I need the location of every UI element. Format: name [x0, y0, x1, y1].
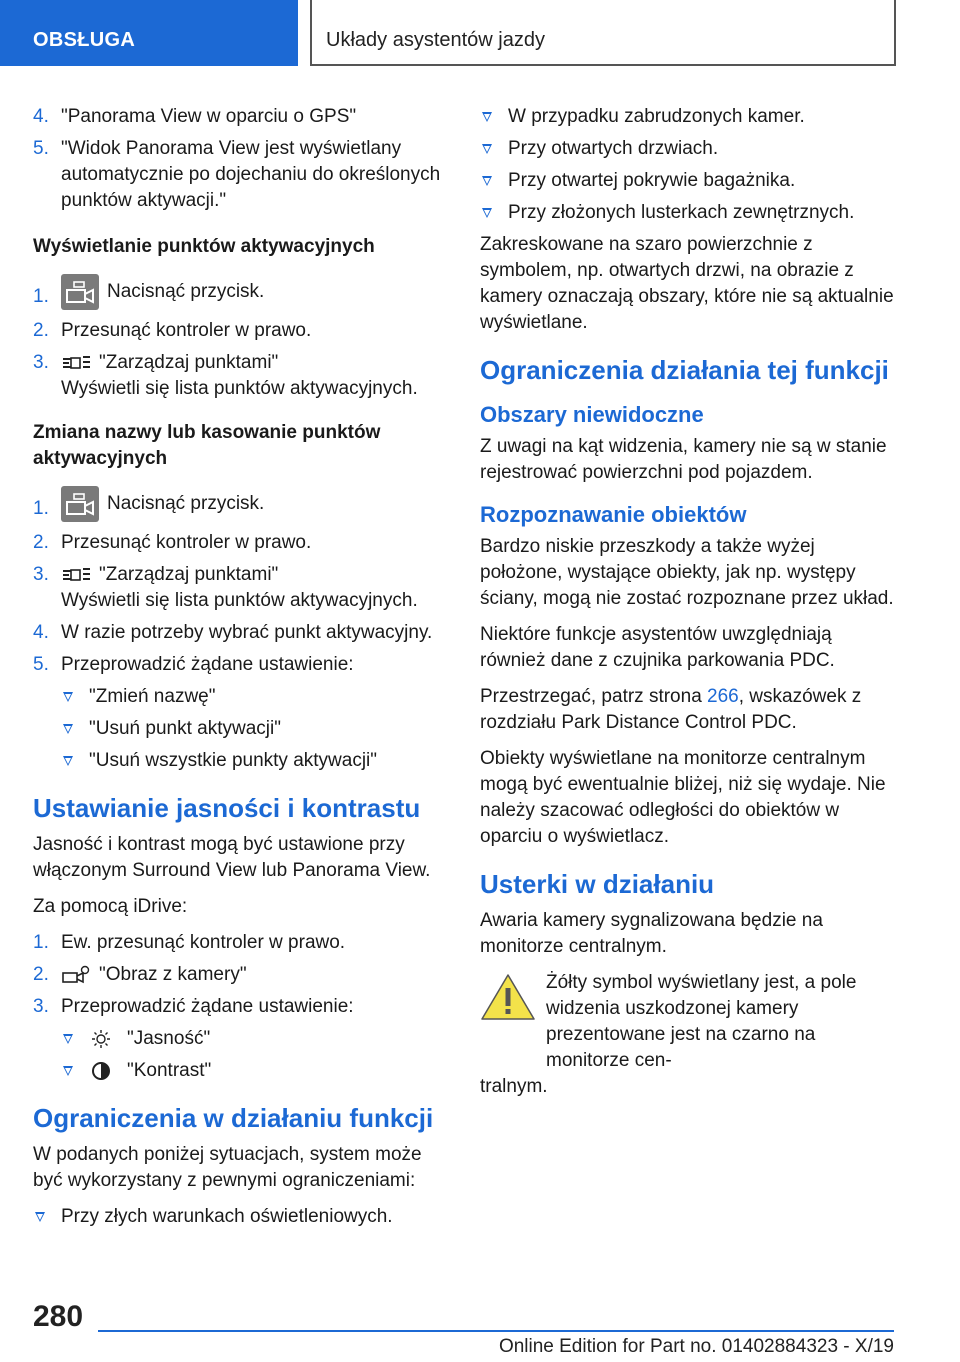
footer-edition: Online Edition for Part no. 01402884323 - X/19 — [498, 1336, 894, 1357]
list-subtext: Wyświetli się lista punktów aktywacyjnych. — [61, 378, 418, 399]
bullet-triangle-icon — [63, 692, 73, 702]
list-text: "Obraz z kamery" — [99, 964, 247, 985]
footer-divider — [98, 1330, 894, 1332]
heading-invisible-areas: Obszary niewidoczne — [480, 402, 704, 427]
option-text: "Jasność" — [127, 1028, 211, 1049]
heading-limits: Ograniczenia w działaniu funkcji — [33, 1103, 434, 1133]
list-item — [33, 652, 453, 678]
list-number: 5. — [33, 138, 49, 159]
list-item — [33, 274, 453, 310]
camera-button-icon — [61, 486, 99, 522]
list-number: 4. — [33, 106, 49, 127]
list-item — [33, 930, 453, 956]
heading-faults: Usterki w działaniu — [480, 869, 715, 899]
paragraph: Bardzo niskie przeszkody a także wyżej położone, wystające obiekty, jak np. występy ściany, mogą nie zostać rozpoznane przez układ. — [480, 536, 894, 609]
heading-brightness: Ustawianie jasności i kontrastu — [33, 793, 421, 823]
bullet-triangle-icon — [482, 176, 492, 186]
subheading-display-points: Wyświetlanie punktów aktywacyjnych — [33, 236, 375, 257]
contrast-icon — [89, 1061, 119, 1081]
paragraph — [480, 684, 900, 736]
bullet-triangle-icon — [35, 1212, 45, 1222]
paragraph: Awaria kamery sygnalizowana będzie na monitorze centralnym. — [480, 910, 823, 957]
list-number: 2. — [33, 964, 49, 985]
bullet-triangle-icon — [63, 756, 73, 766]
warning-triangle-icon — [480, 972, 536, 1022]
chapter-title: Układy asystentów jazdy — [310, 0, 896, 66]
bullet-item — [480, 136, 900, 162]
paragraph: Zakreskowane na szaro powierzchnie z symbolem, np. otwartych drzwi, na obrazie z kamery oznaczają obszary, które nie są aktualnie wyświetlane. — [480, 234, 894, 333]
list-item — [33, 620, 453, 646]
paragraph: Niektóre funkcje asystentów uwzględniają również dane z czujnika parkowania PDC. — [480, 624, 835, 671]
list-subtext: Wyświetli się lista punktów aktywacyjnych. — [61, 590, 418, 611]
list-number: 1. — [33, 498, 49, 519]
list-text: W razie potrzeby wybrać punkt aktywacyjny. — [61, 622, 433, 643]
list-number: 3. — [33, 996, 49, 1017]
list-text: Przeprowadzić żądane ustawienie: — [61, 996, 354, 1017]
list-number: 5. — [33, 654, 49, 675]
bullet-item — [480, 200, 900, 226]
paragraph-text: Przestrzegać, patrz strona — [480, 686, 708, 707]
list-item — [33, 136, 453, 214]
page-number: 280 — [33, 1300, 84, 1333]
page-header — [0, 0, 960, 66]
option-text: "Usuń punkt aktywacji" — [89, 718, 281, 739]
list-item — [33, 486, 453, 522]
option-item — [61, 1058, 453, 1084]
camera-settings-icon — [61, 965, 91, 985]
bullet-item — [33, 1204, 453, 1230]
paragraph: Z uwagi na kąt widzenia, kamery nie są w stanie rejestrować powierzchni pod pojazdem. — [480, 436, 887, 483]
section-tab: OBSŁUGA — [0, 0, 298, 66]
list-number: 3. — [33, 564, 49, 585]
option-text: "Zmień nazwę" — [89, 686, 216, 707]
subheading-rename-points: Zmiana nazwy lub kasowanie punktów aktywacyjnych — [33, 422, 381, 469]
list-number: 4. — [33, 622, 49, 643]
list-text: "Panorama View w oparciu o GPS" — [61, 106, 357, 127]
camera-button-icon — [61, 274, 99, 310]
bullet-item — [480, 104, 900, 130]
option-item — [61, 1026, 453, 1052]
heading-object-detection: Rozpoznawanie obiektów — [480, 502, 747, 527]
list-text: "Widok Panorama View jest wyświetlany automatycznie po dojechaniu do określonych punktów aktywacji." — [61, 138, 441, 211]
bullet-triangle-icon — [482, 112, 492, 122]
paragraph: Obiekty wyświetlane na monitorze centralnym mogą być ewentualnie bliżej, niż się wydaje. Nie należy szacować odległości do obiektów w oparciu o wyświetlacz. — [480, 748, 886, 847]
page-reference-link[interactable]: 266 — [707, 686, 739, 707]
option-item — [61, 716, 453, 742]
right-column — [480, 104, 900, 1100]
list-item — [33, 318, 453, 344]
list-text: Nacisnąć przycisk. — [107, 493, 265, 515]
paragraph: Za pomocą iDrive: — [33, 896, 188, 917]
bullet-triangle-icon — [482, 144, 492, 154]
list-item — [33, 530, 453, 556]
list-text: "Zarządzaj punktami" — [99, 352, 279, 373]
warning-text-tail: tralnym. — [480, 1076, 548, 1097]
list-item — [33, 962, 453, 988]
list-number: 2. — [33, 320, 49, 341]
list-item — [33, 994, 453, 1020]
option-text: "Kontrast" — [127, 1060, 212, 1081]
list-text: Ew. przesunąć kontroler w prawo. — [61, 932, 346, 953]
list-number: 1. — [33, 286, 49, 307]
paragraph-text: , wskazówek z rozdziału Park Distance Control PDC. — [480, 686, 862, 733]
list-text: Nacisnąć przycisk. — [107, 281, 265, 303]
list-text: "Zarządzaj punktami" — [99, 564, 279, 585]
list-item — [33, 104, 453, 130]
list-text: Przesunąć kontroler w prawo. — [61, 532, 312, 553]
warning-text: Żółty symbol wyświetlany jest, a pole widzenia uszkodzonej kamery prezentowane jest na czarno na monitorze cen- — [546, 972, 857, 1071]
list-text: Przesunąć kontroler w prawo. — [61, 320, 312, 341]
list-number: 3. — [33, 352, 49, 373]
bullet-item — [480, 168, 900, 194]
bullet-text: Przy złych warunkach oświetleniowych. — [61, 1206, 393, 1227]
paragraph: W podanych poniżej sytuacjach, system może być wykorzystany z pewnymi ograniczeniami: — [33, 1144, 422, 1191]
list-item — [33, 350, 453, 402]
left-column — [33, 104, 453, 1236]
brightness-icon — [89, 1029, 119, 1049]
bullet-text: Przy złożonych lusterkach zewnętrznych. — [508, 202, 855, 223]
bullet-text: W przypadku zabrudzonych kamer. — [508, 106, 805, 127]
bullet-triangle-icon — [63, 1066, 73, 1076]
manage-points-icon — [61, 353, 91, 373]
bullet-triangle-icon — [63, 1034, 73, 1044]
list-number: 2. — [33, 532, 49, 553]
option-text: "Usuń wszystkie punkty aktywacji" — [89, 750, 378, 771]
option-item — [61, 748, 453, 774]
list-text: Przeprowadzić żądane ustawienie: — [61, 654, 354, 675]
list-item — [33, 562, 453, 614]
paragraph: Jasność i kontrast mogą być ustawione przy włączonym Surround View lub Panorama View. — [33, 834, 431, 881]
option-item — [61, 684, 453, 710]
bullet-text: Przy otwartej pokrywie bagażnika. — [508, 170, 796, 191]
bullet-triangle-icon — [63, 724, 73, 734]
bullet-triangle-icon — [482, 208, 492, 218]
warning-note — [480, 970, 900, 1100]
heading-func-limits: Ograniczenia działania tej funkcji — [480, 355, 889, 385]
manage-points-icon — [61, 565, 91, 585]
list-number: 1. — [33, 932, 49, 953]
bullet-text: Przy otwartych drzwiach. — [508, 138, 719, 159]
